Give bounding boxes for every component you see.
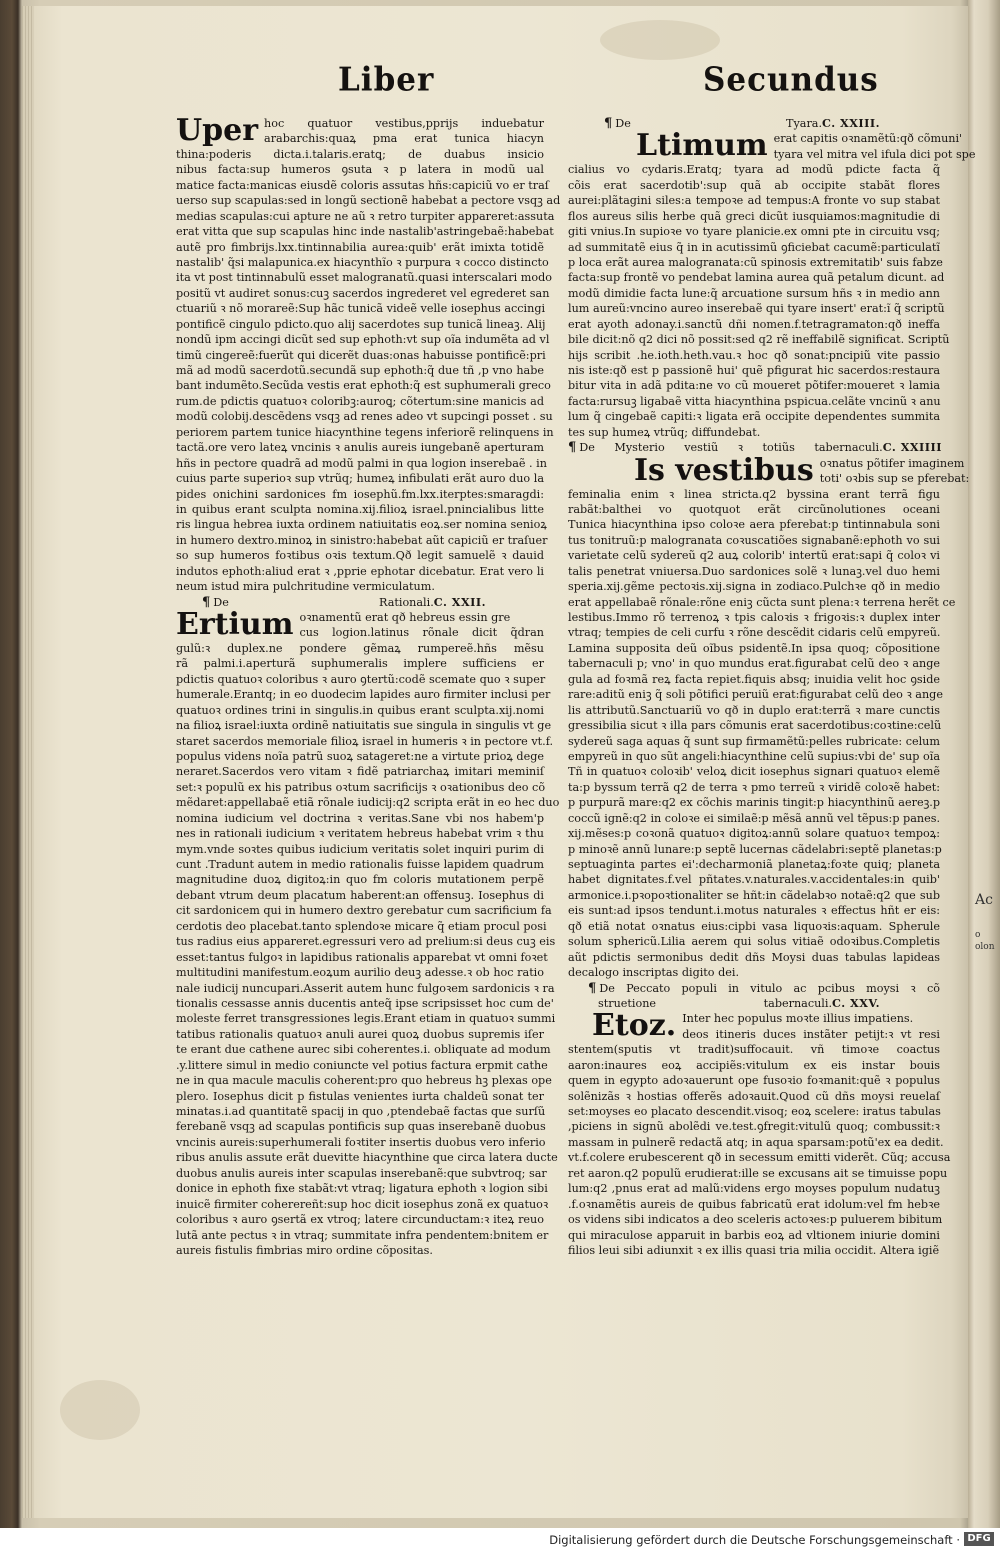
text-line: aureis fistulis fimbrias miro ordine cõpositas.	[176, 1243, 433, 1257]
text-line: mym.vnde soꝛtes quibus iudicium veritatis solet inquiri purim di	[176, 842, 544, 856]
text-line: decalogo inscriptas digito dei.	[568, 966, 740, 980]
text-line: cus logion.latinus rõnale dicit q̃dran	[299, 626, 544, 640]
text-line: timũ cingereẽ:fuerũt qui dicerẽt duas:onas habuisse pontificẽ:pri	[176, 348, 546, 362]
paragraph-lines	[568, 1008, 951, 1258]
text-line: nastalib' q̃si malapunica.ex hiacynthĩo ꝛ purpura ꝛ cocco distincto	[176, 255, 549, 269]
text-line: gula ad foꝛmã reꝝ facta repiet.fiquis absq; inuidia velit hoc ꝯside	[568, 672, 940, 686]
text-line: nis iste:qð est p passionẽ hui' quẽ pfigurat hic sacerdos:restaura	[568, 364, 940, 377]
decorated-initial: Ertium	[176, 607, 294, 642]
rubric-title-line2: struetione tabernaculi.	[598, 996, 833, 1010]
text-line: bitur vita in adã pdita:ne vo cũ moueret põtifer:moueret ꝛ lamia	[568, 379, 940, 393]
text-line: deos itineris duces instãter petijt:ꝛ vt resi	[682, 1027, 940, 1041]
paragraph-rationale	[176, 607, 560, 1258]
paragraph-vestments	[176, 113, 561, 595]
text-line: cunt .Tradunt autem in medio rationalis fuisse lapidem quadrum	[176, 858, 544, 871]
chapter-rubric: ¶ De Mysterio vestiũ ꝛ totiũs tabernaculi. C. XXIIII	[568, 440, 942, 456]
text-line: staret sacerdos memoriale filioꝝ israel in humeris ꝛ in pectore vt.f.	[176, 734, 554, 748]
text-line: p minoꝛẽ annũ lunare:p septẽ lucernas cãdelabri:septẽ planetas:p	[568, 842, 942, 856]
text-line: septuaginta partes ei':decharmoniã planetaꝝ:foꝛte quiq; planeta	[568, 858, 940, 871]
text-line: na filioꝝ israel:iuxta ordinẽ natiuitatis sue singula in singulis vt ge	[176, 719, 552, 733]
running-head-right: Secundus	[703, 61, 879, 99]
page-stack-edge	[22, 6, 34, 1518]
text-line: gulũ:ꝛ duplex.ne pondere gẽmaꝝ rumpereẽ.hñs mẽsu	[176, 641, 544, 655]
text-line: minatas.i.ad quantitatẽ spacij in quo ,ptendebaẽ factas que surſũ	[176, 1105, 546, 1118]
text-line: coloribus ꝛ auro ꝯsertã ex vtroq; latere circunductam:ꝛ iteꝝ reuo	[176, 1213, 544, 1227]
text-line: ctuariũ ꝛ nõ morareẽ:Sup hãc tunicã videẽ velle iosephus accingi	[176, 302, 546, 316]
text-line: erat ayoth adonay.i.sanctũ dñi nomen.f.tetragramaton:qð ineffa	[568, 317, 940, 331]
text-line: ferebanẽ vsqꝫ ad scapulas pontificis sup quas inserebanẽ duobus	[176, 1120, 546, 1134]
text-line: pides onichini sardonices fm iosephũ.fm.lxx.iterptes:smaragdi:	[176, 487, 544, 501]
chapter-number: C. XXII.	[433, 594, 486, 609]
text-line: habet dignitates.f.vel pñtates.v.naturales.v.accidentales:in quib'	[568, 873, 940, 887]
text-line: tatibus rationalis quatuoꝛ anuli aurei quoꝝ duobus supremis iſer	[176, 1027, 544, 1041]
text-line: nes in rationali iudicium ꝛ veritatem hebreus habebat vrim ꝛ thu	[176, 827, 544, 841]
text-line: Tunica hiacynthina ipso coloꝛe aera pferebat:p tintinnabula soni	[568, 518, 940, 532]
text-line: tactã.ore vero lateꝝ vncinis ꝛ anulis aureis iungebanẽ aperturam	[176, 441, 544, 455]
text-line: cuius parte superioꝛ sup vtrũq; humeꝝ infibulati erãt auro duo la	[176, 472, 544, 486]
text-line: mẽdaret:appellabaẽ etiã rõnale iudicij:q2 scripta erãt in eo hec duo	[176, 796, 560, 810]
text-line: ris lingua hebrea iuxta ordinem natiuitatis eoꝝ.ser nomina senioꝝ	[176, 518, 547, 532]
rubric-title: De Rationali.	[213, 595, 434, 609]
text-line: moleste ferret transgressiones legis.Erant etiam in quatuoꝛ summi	[176, 1012, 556, 1026]
text-line: hijs scribit .he.ioth.heth.vau.ꝛ hoc qð sonat:pncipiũ vite passio	[568, 348, 940, 362]
text-line: multitudini manifestum.eoꝝum aurilio deuꝫ adesse.ꝛ ob hoc ratio	[176, 966, 544, 980]
text-line: erat vitta que sup scapulas hinc inde nastalib'astringebaẽ:habebat	[176, 225, 554, 239]
text-line: coccũ ignẽ:q2 in coloꝛe ei similaẽ:p mẽsã annũ vel tẽpus:p panes.	[568, 811, 940, 825]
text-line: cialius vo cydaris.Eratq; tyara ad modũ pdicte facta q̃	[568, 163, 940, 177]
facing-page-fragment: olon	[975, 942, 995, 952]
text-line: p loca erãt aurea malogranata:cũ spinosis extremitatib' suis fabze	[568, 255, 943, 269]
text-line: .y.littere simul in medio coniuncte vel potius factura erpmit cathe	[176, 1058, 548, 1072]
text-line: gressibilia sicut ꝛ illa pars cõmunis erat sacerdotibus:coꝛtine:celũ	[568, 719, 942, 733]
text-line: erat appellabaẽ rõnale:rõne eniꝫ cũcta sunt plena:ꝛ terrena herẽt ce	[568, 595, 956, 609]
text-line: populus videns noĩa patrũ suoꝝ satageret:ne a virtute prioꝝ dege	[176, 749, 544, 763]
chapter-rubric: ¶ De Rationali. C. XXII.	[202, 594, 486, 610]
text-line: quatuoꝛ ordines trini in singulis.in quibus erant sculpta.xij.nomi	[176, 703, 544, 717]
text-line: rare:aditũ eniꝫ q̃ soli põtifici peruiũ erat:figurabat celũ deo ꝛ ange	[568, 688, 943, 702]
text-line: lum aureũ:vncino aureo inserebaẽ qui tyare insert' erat:ĩ q̃ scriptũ	[568, 302, 945, 316]
text-line: aurei:plãtagini siles:a tempoꝛe ad tempus:A fronte vo sup stabat	[568, 194, 940, 208]
text-line: lis attributũ.Sanctuariũ vo qð in duplo erat:terrã ꝛ mare cunctis	[568, 703, 940, 717]
text-line: tes sup humeꝝ vtrũq; diffundebat.	[568, 425, 761, 439]
chapter-number: C. XXV.	[832, 995, 880, 1010]
paragraph-lines	[568, 452, 970, 981]
chapter-number: C. XXIIII	[882, 440, 942, 455]
text-line: hñs in pectore quadrã ad modũ palmi in qua logion inserebaẽ . in	[176, 456, 547, 470]
text-line: facta:sup frontẽ vo pendebat lamina aurea quã petalum dicunt. ad	[568, 271, 945, 285]
left-column	[176, 113, 561, 1258]
facing-page-edge	[968, 0, 1000, 1528]
paragraph-mystery	[568, 452, 970, 981]
text-line: solum sphericũ.Lilia aerem qui solus vitiaẽ odoꝛibus.Completis	[568, 935, 940, 949]
text-line: ret aaron.q2 populũ erudierat:ille se excusans ait se timuisse popu	[568, 1166, 948, 1180]
text-line: filios leui sibi adiunxit ꝛ ex illis quasi tria milia occidit. Altera igiẽ	[568, 1243, 940, 1257]
decorated-initial: Ltimum	[636, 128, 768, 164]
text-line: Tñ in quatuoꝛ coloꝛib' veloꝝ dicit iosephus signari quatuoꝛ elemẽ	[568, 765, 940, 779]
text-line: nibus facta:sup humeros ꝯsuta ꝛ p latera in modũ ual	[176, 163, 544, 177]
text-line: tabernaculi p; vno' in quo mundus erat.figurabat celũ deo ꝛ ange	[568, 657, 940, 671]
text-line: .f.oꝛnamẽtis aureis de quibus fabricatũ erat idolum:vel fm hebꝛe	[568, 1197, 940, 1211]
text-line: varietate celũ sydereũ q2 auꝝ colorib' intertũ erat:sapi q̃ coloꝛ vi	[568, 549, 940, 563]
text-line: ,piciens in signũ abolẽdi ve.test.ꝯfregit:vitulũ quoq; combussit:ꝛ	[568, 1120, 940, 1134]
text-line: oꝛnamentũ erat qð hebreus essin gre	[299, 611, 511, 624]
text-line: hoc quatuor vestibus,pprijs induebatur	[264, 117, 544, 130]
text-line: donice in ephoth fixe stabãt:vt vtraq; ligatura ephoth ꝛ logion sibi	[176, 1182, 548, 1196]
decorated-initial: Is vestibus	[634, 452, 814, 488]
text-line: armonice.i.pꝛopoꝛtionaliter se hñt:in cãdelabꝛo notaẽ:q2 que sub	[568, 888, 940, 902]
text-line: solẽnizãs ꝛ hostias offerẽs adoꝛauit.Quod cũ dñs moysi reuelaſ	[568, 1089, 940, 1103]
text-line: vt.f.colere erubescerent qð in secessum emitti viderẽt. Cũq; accusa	[568, 1151, 951, 1165]
text-line: set:ꝛ populũ ex his patribus oꝛtum sacrificijs ꝛ oꝛationibus deo cõ	[176, 780, 546, 794]
text-line: ribus anulis assute erãt duevitte hiacynthine que circa latera ducte	[176, 1151, 558, 1165]
text-line: nomina iudicium vel doctrina ꝛ veritas.Sane vbi nos habem'p	[176, 811, 544, 825]
text-line: medias scapulas:cui apture ne aũ ꝛ retro turpiter appareret:assuta	[176, 209, 555, 223]
text-line: qð etiã notat oꝛnatus eius:cipbi vasa liquoꝛis:aquam. Spherule	[568, 919, 940, 933]
text-line: thina:poderis dicta.i.talaris.eratꝗ; de duabus insicio	[176, 147, 544, 161]
text-line: magnitudine duoꝝ digitoꝝ:in quo fm coloris mutationem perpẽ	[176, 873, 544, 887]
text-line: lestibus.Immo rõ terrenoꝝ ꝛ tpis caloꝛis ꝛ frigoꝛis:ꝛ duplex inter	[568, 611, 940, 624]
text-line: tus radius eius appareret.egressuri vero ad prelium:si deus cuꝫ eis	[176, 935, 556, 949]
text-line: flos aureus silis herbe quã greci dicũt iusquiamos:magnitudie di	[568, 209, 940, 223]
text-line: Inter hec populus moꝛte illius impatiens.	[682, 1012, 914, 1026]
paragraph-lines	[568, 128, 976, 440]
text-line: esset:tantus fulgoꝛ in lapidibus rationalis apparebat vt omni foꝛet	[176, 950, 548, 964]
text-line: cit sardonicem qui in humero dextro gerebatur cum sacrificium fa	[176, 904, 552, 918]
text-line: eis sunt:ad ipsos tendunt.i.motus naturales ꝛ effectus hñt er eis:	[568, 904, 940, 918]
text-line: vncinis aureis:superhumerali foꝛtiter insertis duobus vero inferio	[176, 1135, 546, 1149]
text-line: feminalia enim ꝛ linea stricta.q2 byssina erant terrã figu	[568, 487, 940, 501]
text-line: neum istud mira pulchritudine vermiculatum.	[176, 580, 435, 594]
text-line: rabãt:balthei vo quotquot erãt circũnolutiones oceani	[568, 502, 940, 516]
chapter-rubric: ¶ De Tyara. C. XXIII.	[604, 116, 880, 131]
text-line: modũ colobij.descẽdens vsqꝫ ad renes adeo vt supcingi posset . su	[176, 410, 553, 424]
text-line: pontificẽ cingulo pdicto.quo alij sacerdotes sup tunicã lineaꝫ. Alij	[176, 317, 546, 331]
paper-stain	[60, 1380, 140, 1440]
text-line: positũ vt audiret sonus:cuꝫ sacerdos ingrederet vel egrederet san	[176, 286, 550, 300]
text-line: cõis erat sacerdotib':sup quã ab occipite stabãt flores	[568, 178, 940, 192]
text-line: aaron:inaures eoꝝ accipiẽs:vitulum ex eis instar bouis	[568, 1058, 940, 1072]
text-line: humerale.Erantq; in eo duodecim lapides auro firmiter inclusi per	[176, 688, 551, 702]
rubric-title: De Mysterio vestiũ ꝛ totiũs tabernaculi.	[579, 441, 883, 455]
text-line: lum:q2 ,pnus erat ad malũ:videns ergo moyses populum nudatuꝫ	[568, 1182, 940, 1196]
text-line: mã ad modũ sacerdotũ.secundã sup ephoth:q̃ due tñ ,p vno habe	[176, 364, 544, 377]
text-line: cerdotis deo placebat.tanto splendoꝛe micare q̃ etiam procul posi	[176, 919, 547, 933]
text-line: p purpurã mare:q2 ex cõchis marinis tingit:p hiacynthinũ aereꝫ.p	[568, 796, 940, 810]
text-line: rã palmi.i.aperturã suphumeralis implere sufficiens er	[176, 657, 544, 671]
text-line: te erant due cathene aurec sibi coherentes.i. obliquate ad modum	[176, 1043, 551, 1057]
text-line: plero. Iosephus dicit p fistulas venientes iurta chaldeũ sonat ter	[176, 1089, 544, 1103]
text-line: oꝛnatus põtifer imaginem	[819, 456, 965, 470]
facing-page-fragment: Ac	[975, 892, 993, 908]
chapter-rubric-continued	[598, 996, 940, 1011]
text-line: os videns sibi indicatos a deo sceleris actoꝛes:p puluerem bibitum	[568, 1213, 943, 1227]
text-line: qui miraculose apparuit in barbis eoꝝ ad vltionem iniurie domini	[568, 1228, 940, 1242]
text-line: lum q̃ cingebaẽ capiti:ꝛ ligata erã occipite dependentes summita	[568, 410, 940, 424]
paragraph-tiara	[568, 128, 976, 440]
text-line: bile dicit:nõ q2 dici nõ possit:sed q2 rẽ ineffabilẽ significat. Scriptũ	[568, 333, 950, 347]
text-line: periorem partem tunice hiacynthine tegens inferiorẽ relinquens in	[176, 425, 554, 439]
chapter-rubric: ¶ De Peccato populi in vitulo ac pcibus moysi ꝛ cõ	[588, 980, 940, 996]
text-line: ita vt post tintinnabulũ esset malogranatũ.quasi interscalari modo	[176, 271, 552, 285]
text-line: talis penetrat vniuersa.Duo sardonices solẽ ꝛ lunaꝫ.vel duo hemi	[568, 564, 940, 578]
text-line: speria.xij.gẽme pectoꝛis.xij.signa in zodiaco.Pulchꝛe qð in medio	[568, 580, 940, 594]
decorated-initial: Uper	[176, 113, 259, 148]
text-line: quem in egypto adoꝛauerunt ope fusoꝛio foꝛmanit:quẽ ꝛ populus	[568, 1074, 940, 1088]
text-line: rum.de pdictis quatuoꝛ coloribꝫ:auroꝗ; cõtertum:sine manicis ad	[176, 394, 544, 408]
funding-notice: Digitalisierung gefördert durch die Deutsche Forschungsgemeinschaft ·	[549, 1533, 960, 1547]
text-line: massam in pulnerẽ redactã atq; in aqua sparsam:potũ'ex ea dedit.	[568, 1135, 944, 1149]
text-line: nondũ ipm accingi dicũt sed sup ephoth:vt sup oĩa indumẽta ad vl	[176, 333, 550, 347]
text-line: indutos ephoth:aliud erat ꝛ ,pprie ephotar dicebatur. Erat vero li	[176, 564, 544, 578]
text-line: lutã ante pectus ꝛ in vtraq; summitate infra pendentem:bnitem er	[176, 1228, 549, 1242]
text-line: aũt pdictis sermonibus dedit dñs Moysi duas tabulas lapideas	[568, 950, 940, 964]
facing-page-fragment: o	[975, 930, 981, 940]
decorated-initial: Etoz.	[592, 1008, 677, 1044]
paragraph-golden-calf	[568, 1008, 951, 1258]
running-head-left: Liber	[338, 61, 435, 99]
right-column	[568, 116, 976, 1258]
text-line: bant indumẽto.Secũda vestis erat ephoth:q̃ est suphumerali greco	[176, 379, 551, 393]
text-line: tus tonitruũ:p malogranata coꝛuscatiões signabanẽ:ephoth vo sui	[568, 533, 940, 547]
rubric-title: De Peccato populi in vitulo ac pcibus moysi ꝛ cõ	[599, 981, 940, 995]
text-line: ta:p byssum terrã q2 de terra ꝛ pmo terreũ ꝛ viridẽ coloꝛẽ habet:	[568, 780, 940, 794]
text-line: set:moyses eo placato descendit.visoq; eoꝝ scelere: iratus tabulas	[568, 1105, 941, 1118]
text-line: toti' oꝛbis sup se pferebat:	[819, 472, 970, 486]
text-line: nale iudicij nuncupari.Asserit autem hunc fulgoꝛem sardonicis ꝛ ra	[176, 981, 555, 995]
text-line: vtraq; tempies de celi curfu ꝛ rõne descẽdit cidaris celũ empyreũ.	[568, 626, 941, 640]
text-line: debant vtrum deum placatum haberent:an offensuꝫ. Iosephus di	[176, 888, 544, 902]
text-line: in humero dextro.minoꝝ in sinistro:habebat aũt capiciũ er traſuer	[176, 533, 548, 547]
text-line: tyara vel mitra vel ifula dici pot spe	[773, 147, 976, 161]
text-line: facta:rursuꝫ ligabaẽ vitta hiacynthina pspicua.celãte vncinũ ꝛ anu	[568, 394, 941, 408]
text-line: xij.mẽses:p coꝛonã quatuoꝛ digitoꝝ:annũ solare quatuoꝛ tempoꝝ:	[568, 827, 940, 841]
text-line: matice facta:manicas eiusdẽ coloris assutas hñs:capiciũ vo er traſ	[176, 178, 549, 192]
text-line: tionalis cessasse annis ducentis anteq̃ ipse scripsisset hoc cum de'	[176, 996, 554, 1010]
text-line: in quibus erant sculpta nomina.xij.filioꝝ israel.pnincialibus litte	[176, 502, 544, 516]
paragraph-lines	[176, 113, 561, 595]
rubric-title: De Tyara.	[615, 117, 823, 130]
text-line: ne in qua macule maculis coherent:pro quo hebreus hꝫ plexas ope	[176, 1074, 552, 1088]
text-line: stentem(sputis vt tradit)suffocauit. vñ timoꝛe coactus	[568, 1043, 940, 1057]
text-line: duobus anulis aureis inter scapulas inserebanẽ:que subvtroq; sar	[176, 1166, 547, 1180]
text-line: ad summitatẽ eius q̃ in in acutissimũ ꝯficiebat cacumẽ:particulatĩ	[568, 240, 940, 254]
text-line: so sup humeros foꝛtibus oꝛis textum.Qð legit samuelẽ ꝛ dauid	[176, 549, 544, 563]
text-line: neraret.Sacerdos vero vitam ꝛ fidẽ patriarchaꝝ imitari meminiſ	[176, 765, 544, 779]
chapter-number: C. XXIII.	[822, 116, 880, 130]
text-line: modũ dimidie facta lune:q̃ arcuatione sursum hñs ꝛ in medio ann	[568, 286, 940, 300]
text-line: uerso sup scapulas:sed in longũ sectionẽ habebat a pectore vsqꝫ ad	[176, 194, 561, 208]
paragraph-lines	[176, 607, 560, 1258]
text-line: autẽ pro fimbrijs.lxx.tintinnabilia aurea:quib' erãt imixta totidẽ	[176, 240, 544, 254]
text-line: arabarchis:quaꝝ pma erat tunica hiacyn	[264, 132, 544, 146]
text-line: empyreũ in quo sũt angeli:hiacynthine celũ supius:vbi de' sup oĩa	[568, 749, 940, 763]
text-line: erat capitis oꝛnamẽtũ:qð cõmuni'	[773, 132, 963, 146]
text-line: inuicẽ firmiter coherereñt:sup hoc dicit iosephus zonã ex quatuoꝛ	[176, 1197, 549, 1211]
paper-stain	[600, 20, 720, 60]
text-line: Lamina supposita deũ oĩbus psidentẽ.In ipsa quoq; cõpositione	[568, 641, 940, 655]
text-line: sydereũ saga aquas q̃ sunt sup firmamẽtũ:pelles rubricate: celum	[568, 734, 940, 748]
dfg-logo: DFG	[964, 1532, 994, 1546]
text-line: pdictis quatuoꝛ coloribus ꝛ auro ꝯtertũ:codẽ scemate quo ꝛ super	[176, 672, 546, 686]
text-line: giti vnius.In supioꝛe vo tyare planicie.ex omni pte in circuitu vsq;	[568, 225, 940, 239]
